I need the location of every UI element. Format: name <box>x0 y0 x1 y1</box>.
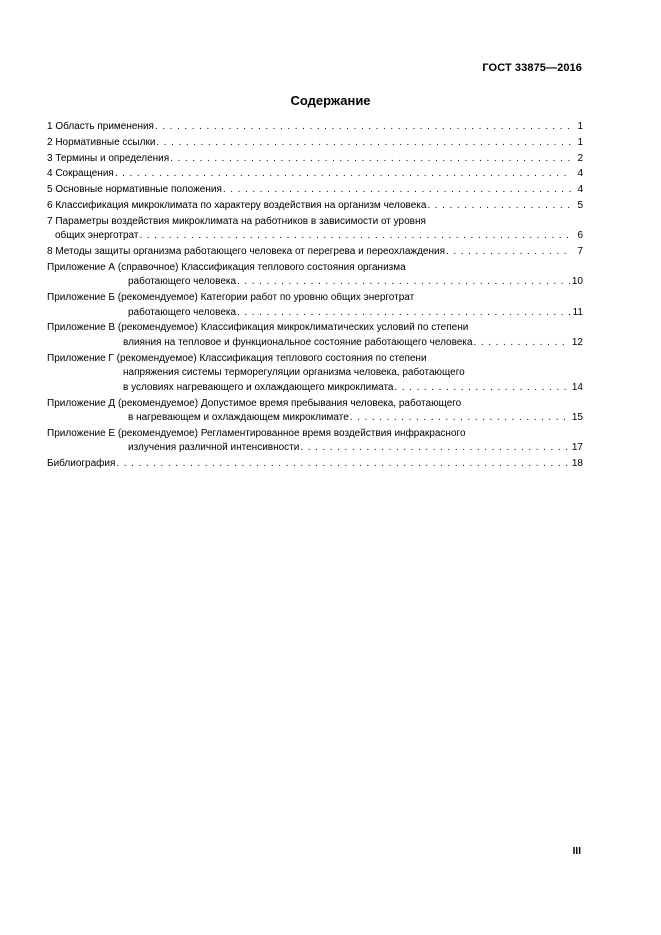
toc-entry-text: Приложение Г (рекомендуемое) Классификация теплового состояния по степени <box>47 352 427 364</box>
table-of-contents <box>47 120 583 473</box>
toc-leader <box>300 441 570 456</box>
toc-entry[interactable] <box>47 167 583 182</box>
toc-entry-text: 7 Параметры воздействия микроклимата на работников в зависимости от уровня <box>47 215 426 227</box>
toc-page-number: 1 <box>577 121 583 132</box>
toc-entry[interactable] <box>47 261 583 290</box>
toc-entry[interactable] <box>47 457 583 472</box>
toc-page-number: 6 <box>577 230 583 242</box>
toc-leader <box>155 120 572 135</box>
toc-page-number: 11 <box>572 306 583 318</box>
toc-entry[interactable] <box>47 215 583 244</box>
toc-entry-text: общих энерготрат <box>55 230 139 242</box>
toc-leader <box>156 136 572 151</box>
toc-entry-text: 3 Термины и определения <box>47 152 170 164</box>
toc-entry-text: 1 Область применения <box>47 121 154 132</box>
toc-leader <box>427 199 572 214</box>
toc-entry-text: Приложение Е (рекомендуемое) Регламентированное время воздействия инфракрасного <box>47 427 466 439</box>
toc-entry[interactable] <box>47 199 583 214</box>
page-title: Содержание <box>290 93 371 108</box>
toc-entry[interactable] <box>47 136 583 151</box>
toc-page-number: 14 <box>571 381 583 393</box>
toc-leader <box>474 336 570 351</box>
toc-page-number: 2 <box>577 152 583 164</box>
toc-entry[interactable] <box>47 321 583 350</box>
toc-entry-text: Приложение А (справочное) Классификация теплового состояния организма <box>47 261 406 273</box>
toc-entry[interactable] <box>47 427 583 456</box>
toc-page-number: 12 <box>571 336 583 348</box>
toc-leader <box>395 381 570 396</box>
toc-leader <box>170 152 572 167</box>
toc-page-number: 15 <box>571 412 583 424</box>
toc-entry-text: 5 Основные нормативные положения <box>47 184 222 196</box>
toc-entry-text: Библиография <box>47 458 116 470</box>
toc-entry[interactable] <box>47 352 583 396</box>
toc-entry-text: влияния на тепловое и функциональное состояние работающего человека <box>123 336 473 348</box>
toc-entry[interactable] <box>47 397 583 426</box>
toc-entry[interactable] <box>47 183 583 198</box>
toc-entry[interactable] <box>47 291 583 320</box>
toc-page-number: 10 <box>571 276 583 288</box>
toc-page-number: 4 <box>577 168 583 180</box>
toc-entry[interactable] <box>47 245 583 260</box>
toc-leader <box>237 306 571 321</box>
toc-page-number: 4 <box>577 184 583 196</box>
toc-entry-text: Приложение Д (рекомендуемое) Допустимое время пребывания человека, работающего <box>47 397 462 409</box>
document-code: ГОСТ 33875—2016 <box>482 62 582 74</box>
toc-entry-text: излучения различной интенсивности <box>128 442 300 454</box>
toc-entry[interactable] <box>47 120 583 135</box>
toc-entry-text: в нагревающем и охлаждающем микроклимате <box>128 412 349 424</box>
page-number: III <box>572 846 581 857</box>
toc-entry-text: 4 Сокращения <box>47 168 114 180</box>
toc-entry-text: Приложение Б (рекомендуемое) Категории работ по уровню общих энерготрат <box>47 292 415 304</box>
toc-leader <box>237 275 570 290</box>
toc-leader <box>446 245 572 260</box>
toc-entry-text: 8 Методы защиты организма работающего человека от перегрева и переохлаждения <box>47 246 445 258</box>
toc-page-number: 1 <box>577 136 583 148</box>
toc-entry-text: Приложение В (рекомендуемое) Классификация микроклиматических условий по степени <box>47 322 469 334</box>
toc-entry-text: 6 Классификация микроклимата по характеру воздействия на организм человека <box>47 199 427 211</box>
toc-entry[interactable] <box>47 152 583 167</box>
toc-leader <box>350 411 570 426</box>
toc-page-number: 17 <box>571 442 583 454</box>
toc-entry-text: в условиях нагревающего и охлаждающего микроклимата <box>123 381 394 393</box>
toc-entry-text: 2 Нормативные ссылки <box>47 136 156 148</box>
toc-leader <box>139 229 572 244</box>
toc-leader <box>116 457 569 472</box>
toc-page-number: 7 <box>577 246 583 258</box>
toc-leader <box>223 183 572 198</box>
toc-page-number: 18 <box>571 458 583 470</box>
toc-entry-text: работающего человека <box>128 276 237 288</box>
toc-leader <box>115 167 572 182</box>
toc-page-number: 5 <box>577 199 583 211</box>
toc-entry-text: работающего человека <box>128 306 237 318</box>
toc-entry-text: напряжения системы терморегуляции организма человека, работающего <box>123 367 465 379</box>
